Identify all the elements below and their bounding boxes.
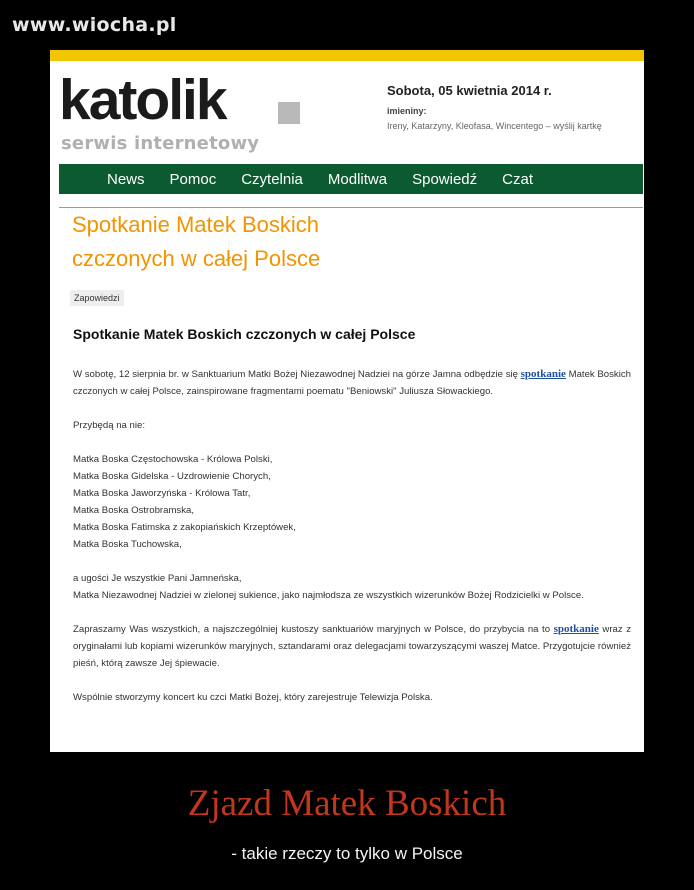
nav-item-czat[interactable]: Czat — [502, 170, 533, 188]
name-day-list[interactable]: Ireny, Katarzyny, Kleofasa, Wincentego – wyślij kartkę — [387, 121, 602, 131]
paragraph-text: Zapraszamy Was wszystkich, a najszczególniej kustoszy sanktuariów maryjnych w Polsce, do przybycia na to — [73, 624, 551, 635]
spotkanie-link[interactable]: spotkanie — [520, 368, 566, 380]
nav-item-spowiedz[interactable]: Spowiedź — [412, 170, 478, 188]
list-item: Matka Boska Tuchowska, — [73, 539, 182, 550]
category-tag[interactable]: Zapowiedzi — [70, 290, 124, 306]
list-item: Matka Boska Częstochowska - Królowa Polski, — [73, 454, 273, 465]
article-body — [73, 366, 631, 723]
spotkanie-link[interactable]: spotkanie — [553, 623, 599, 635]
nav-item-modlitwa[interactable]: Modlitwa — [327, 170, 388, 188]
article-title-line: czczonych w całej Polsce — [72, 246, 321, 271]
paragraph — [73, 570, 631, 604]
site-logo[interactable]: katolik — [59, 68, 226, 132]
article-title — [72, 208, 402, 276]
paragraph: Wspólnie stworzymy koncert ku czci Matki Bożej, który zarejestruje Telewizja Polska. — [73, 692, 433, 703]
paragraph — [73, 621, 631, 672]
paragraph-text: wraz z oryginałami lub kopiami wizerunków maryjnych, sztandarami oraz delegacjami towarzyszącymi waszej Matce. Przygotujcie również pieśń, którą zawsze Jej śpiewacie. — [73, 624, 632, 669]
list-item: Matka Boska Ostrobramska, — [73, 505, 195, 516]
paragraph-text: Matka Niezawodnej Nadziei w zielonej sukience, jako najmłodsza ze wszystkich wizerunków Bożej Rodzicielki w Polsce. — [73, 590, 584, 601]
list-item: Matka Boska Fatimska z zakopiańskich Krzeptówek, — [73, 522, 296, 533]
article-heading: Spotkanie Matek Boskich czczonych w całej Polsce — [73, 326, 416, 342]
list-item: Matka Boska Gidelska - Uzdrowienie Chorych, — [73, 471, 271, 482]
name-day-label: imieniny: — [387, 106, 427, 116]
paragraph: Przybędą na nie: — [73, 420, 145, 431]
nav-item-pomoc[interactable]: Pomoc — [169, 170, 217, 188]
paragraph-text: Matek Boskich czczonych w całej Polsce, zainspirowane fragmentami poematu "Beniowski" Juliusza Słowackiego. — [73, 369, 631, 397]
list-item: Matka Boska Jaworzyńska - Królowa Tatr, — [73, 488, 251, 499]
nav-item-czytelnia[interactable]: Czytelnia — [241, 170, 303, 188]
main-nav — [59, 164, 643, 194]
site-subtitle: serwis internetowy — [61, 133, 260, 154]
poster-subcaption: - takie rzeczy to tylko w Polsce — [231, 844, 463, 863]
logo-mark-icon — [278, 102, 300, 124]
nav-item-news[interactable]: News — [107, 170, 145, 188]
watermark: www.wiocha.pl — [12, 14, 177, 36]
current-date: Sobota, 05 kwietnia 2014 r. — [387, 83, 552, 98]
paragraph-text: a ugości Je wszystkie Pani Jamneńska, — [73, 573, 242, 584]
poster-caption: Zjazd Matek Boskich — [187, 783, 507, 824]
article-title-line: Spotkanie Matek Boskich — [72, 212, 320, 237]
paragraph-text: W sobotę, 12 sierpnia br. w Sanktuarium Matki Bożej Niezawodnej Nadziei na górze Jamna odbędzie się — [73, 369, 518, 380]
screenshot-frame — [50, 50, 644, 752]
top-bar — [50, 50, 644, 61]
paragraph — [73, 366, 631, 400]
